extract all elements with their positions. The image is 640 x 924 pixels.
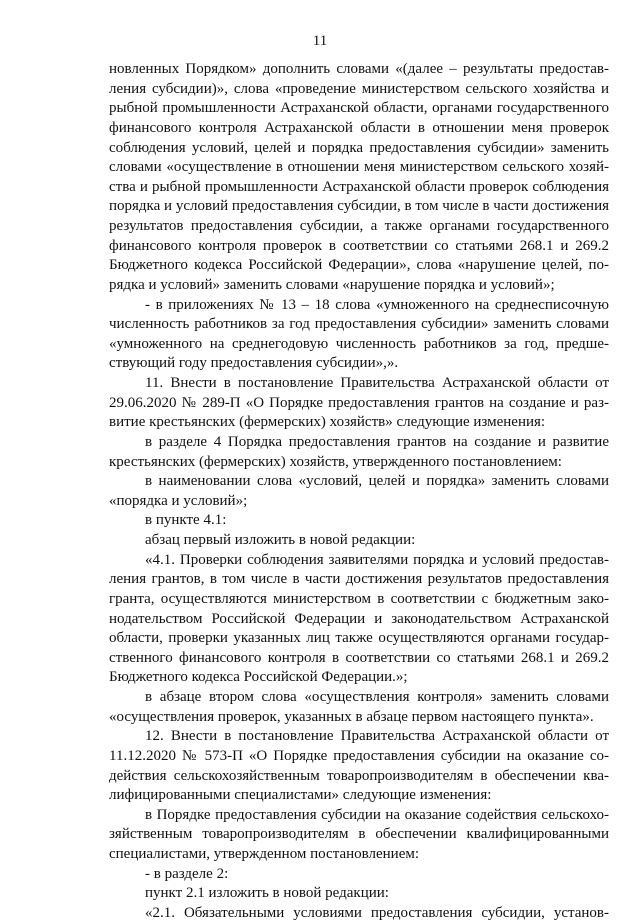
text-line: «умноженного на среднегодовую численность работников за год, предше- — [109, 335, 609, 352]
text-line: 12. Внести в постановление Правительства Астраханской области от — [145, 728, 609, 745]
text-line: «порядка и условий»; — [109, 492, 248, 509]
text-line: абзац первый изложить в новой редакции: — [145, 532, 416, 548]
page-number: 11 — [312, 33, 328, 49]
text-line: 11. Внести в постановление Правительства Астраханской области от — [145, 375, 609, 391]
text-line: порядка и условий предоставления субсидии, в том числе в части достижения — [109, 198, 609, 215]
text-line: рыбной промышленности Астраханской области, органами государственного — [109, 100, 609, 117]
text-line: 11.12.2020 № 573-П «О Порядке предоставления субсидии на оказание со- — [109, 747, 609, 764]
text-line: соблюдения условий, целей и порядка предоставления субсидии» заменить — [109, 139, 609, 156]
text-line: нодательством Российской Федерации и законодательством Астраханской — [109, 610, 609, 627]
text-line: - в разделе 2: — [145, 865, 229, 882]
text-line: в разделе 4 Порядка предоставления грантов на создание и развитие — [145, 433, 609, 450]
text-line: в Порядке предоставления субсидии на оказание содействия сельскохо- — [145, 806, 609, 823]
text-line: гранта, осуществляются министерством в соответствии с бюджетным зако- — [109, 590, 609, 607]
text-line: пункт 2.1 изложить в новой редакции: — [145, 885, 389, 902]
text-line: словами «осуществление в отношении меня министерством сельского хозяй- — [109, 159, 609, 176]
text-line: витие крестьянских (фермерских) хозяйств» следующие изменения: — [109, 414, 546, 431]
text-line: результатов предоставления субсидии, а также органами государственного — [109, 218, 609, 234]
text-line: рядка и условий» заменить словами «нарушение порядка и условий»; — [109, 276, 555, 293]
text-line: области, проверки указанных лиц также осуществляются органами государ- — [109, 630, 609, 647]
text-line: действия сельскохозяйственным товаропроизводителям в обеспечении ква- — [109, 767, 609, 784]
text-line: финансового контроля Астраханской области в отношении меня проверок — [109, 119, 609, 136]
text-line: в пункте 4.1: — [145, 512, 227, 529]
document-body — [109, 60, 609, 924]
text-line: в абзаце втором слова «осуществления контроля» заменить словами — [145, 689, 609, 705]
text-line: ления грантов, в том числе в части достижения результатов предоставления — [109, 571, 609, 588]
text-line: Бюджетного кодекса Российской Федерации.»; — [109, 669, 408, 686]
text-line: в наименовании слова «условий, целей и порядка» заменить словами — [145, 473, 609, 490]
text-line: финансового контроля проверок в соответствии со статьями 268.1 и 269.2 — [109, 237, 609, 254]
text-line: «4.1. Проверки соблюдения заявителями порядка и условий предостав- — [145, 551, 609, 568]
text-line: новленных Порядком» дополнить словами «(далее – результаты предостав- — [109, 61, 609, 77]
text-line: ствующий году предоставления субсидии»,». — [109, 355, 399, 372]
text-line: численность работников за год предоставления субсидии» заменить словами — [109, 316, 609, 333]
text-line: крестьянских (фермерских) хозяйств, утвержденного постановлением: — [109, 453, 562, 470]
text-line: - в приложениях № 13 – 18 слова «умноженного на среднесписочную — [145, 296, 609, 313]
text-line: ства и рыбной промышленности Астраханской области проверок соблюдения — [109, 178, 609, 195]
text-line: зяйственным товаропроизводителям в обеспечении квалифицированными — [109, 826, 609, 843]
text-line: ственного финансового контроля в соответствии со статьями 268.1 и 269.2 — [109, 649, 609, 666]
text-line: 29.06.2020 № 289-П «О Порядке предоставления грантов на создание и раз- — [109, 394, 609, 411]
text-line: специалистами, утвержденном постановлением: — [109, 846, 420, 862]
text-line: «2.1. Обязательными условиями предоставления субсидии, установ- — [145, 904, 609, 921]
text-line: ления субсидии)», слова «проведение министерством сельского хозяйства и — [109, 80, 609, 97]
text-line: «осуществления проверок, указанных в абзаце первом настоящего пункта». — [109, 708, 594, 725]
text-line: Бюджетного кодекса Российской Федерации», слова «нарушение целей, по- — [109, 257, 609, 274]
text-line: лифицированными специалистами» следующие изменения: — [109, 787, 492, 804]
